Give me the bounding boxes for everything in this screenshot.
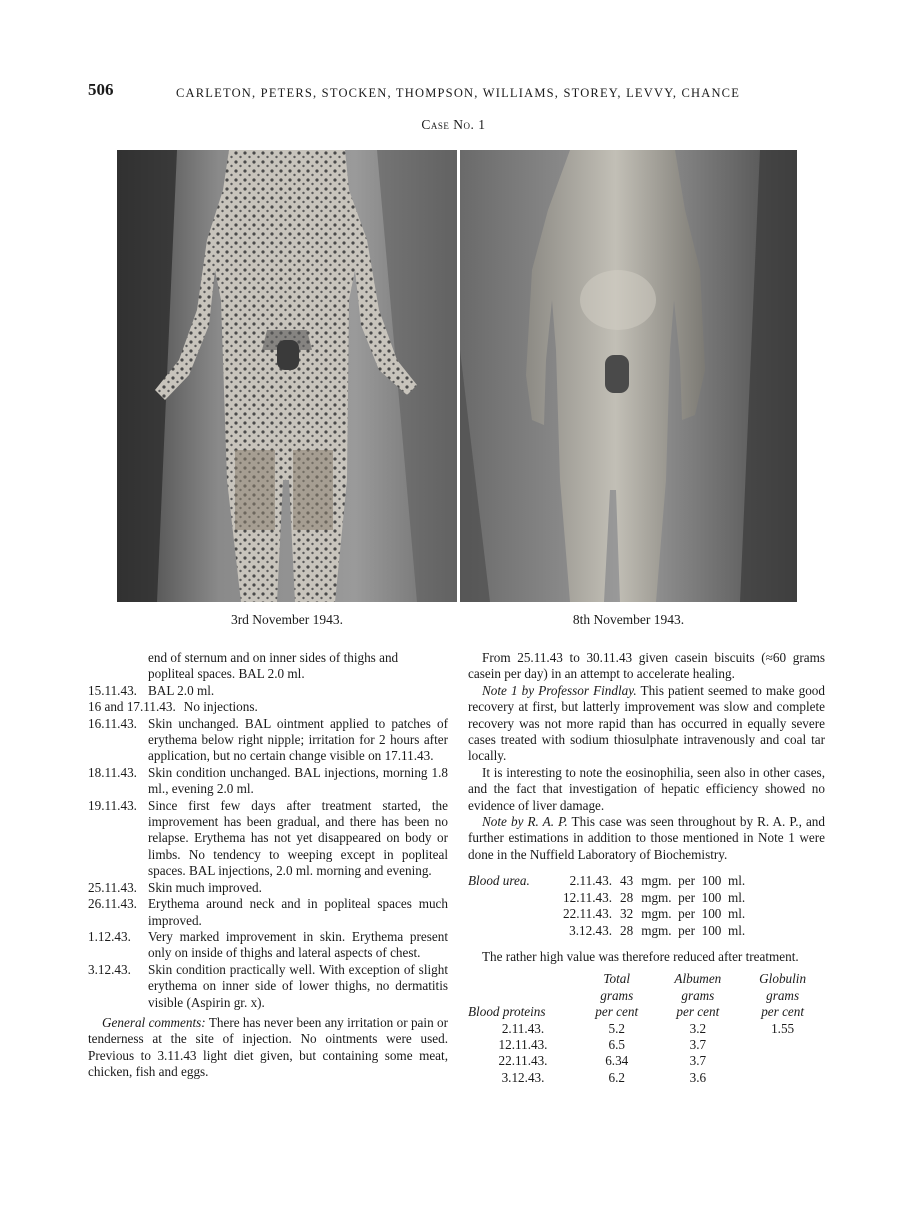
entry-date: 26.11.43. xyxy=(88,896,137,912)
intro-line-2: popliteal spaces. BAL 2.0 ml. xyxy=(148,666,305,682)
header-total-unit: grams xyxy=(600,987,634,1003)
urea-value: 28 xyxy=(620,922,634,938)
log-entry xyxy=(88,699,448,715)
entry-text: No injections. xyxy=(183,699,258,715)
urea-date: 2.11.43. xyxy=(569,873,612,889)
general-comments-text: There has never been any irritation or pain or tenderness at the site of injection. No ointments were used. Previous to 3.11.43 light diet given, but containing some meat, chicken, fish and eggs. xyxy=(88,1014,448,1080)
urea-date: 22.11.43. xyxy=(563,906,612,922)
table-header-row xyxy=(468,988,825,1004)
entry-text: Skin unchanged. BAL ointment applied to patches of erythema below right nipple; irritation for 2 hours after application, but no certain change visible on 17.11.43. xyxy=(148,715,448,764)
blood-urea-label: Blood urea. xyxy=(468,873,530,889)
left-text-column xyxy=(88,650,448,1081)
protein-date: 2.11.43. xyxy=(501,1020,545,1036)
urea-unit: mgm. per 100 ml. xyxy=(641,889,746,905)
right-text-column xyxy=(468,650,825,1086)
urea-value: 43 xyxy=(620,873,634,889)
protein-total: 6.5 xyxy=(608,1036,625,1052)
entry-date: 1.12.43. xyxy=(88,928,131,944)
table-header-row xyxy=(468,971,825,987)
entry-text: Skin condition unchanged. BAL injections, morning 1.8 ml., evening 2.0 ml. xyxy=(148,764,448,797)
protein-albumen: 3.6 xyxy=(689,1069,707,1085)
protein-date: 12.11.43. xyxy=(498,1036,548,1052)
note-rap-paragraph xyxy=(468,814,825,863)
table-row xyxy=(468,1037,825,1053)
note1-text: This patient seemed to make good recovery at first, but latterly improvement was slow and complete recovery was not more rapid than has occurred in equally severe cases treated with sodium thiosulphate intravenously and coal tar locally. xyxy=(468,682,825,764)
running-header-authors: CARLETON, PETERS, STOCKEN, THOMPSON, WILLIAMS, STOREY, LEVVY, CHANCE xyxy=(176,86,741,100)
log-entry xyxy=(88,765,448,798)
protein-date: 22.11.43. xyxy=(498,1053,548,1069)
header-globulin-pct: per cent xyxy=(761,1004,805,1020)
protein-globulin: 1.55 xyxy=(771,1020,795,1036)
urea-conclusion-paragraph: The rather high value was therefore reduced after treatment. xyxy=(482,948,799,964)
header-globulin-unit: grams xyxy=(766,987,800,1003)
entry-date: 16 and 17.11.43. xyxy=(88,699,176,715)
entry-text: BAL 2.0 ml. xyxy=(148,682,215,698)
casein-paragraph: From 25.11.43 to 30.11.43 given casein biscuits (≈60 grams casein per day) in an attempt to accelerate healing. xyxy=(468,650,825,682)
protein-albumen: 3.7 xyxy=(689,1053,707,1069)
log-entry xyxy=(88,716,448,765)
general-comments-paragraph xyxy=(88,1015,448,1081)
entry-date: 15.11.43. xyxy=(88,682,137,698)
note-rap-label: Note by R. A. P. xyxy=(482,814,568,830)
eosinophilia-paragraph: It is interesting to note the eosinophilia, seen also in other cases, and the fact that investigation of hepatic efficiency showed no evidence of liver damage. xyxy=(468,764,825,813)
urea-date: 12.11.43. xyxy=(563,889,612,905)
protein-globulin xyxy=(740,1070,825,1086)
protein-date: 3.12.43. xyxy=(501,1069,545,1085)
table-row xyxy=(468,1070,825,1086)
table-row xyxy=(468,906,749,922)
page-number: 506 xyxy=(88,80,114,99)
protein-total: 5.2 xyxy=(608,1020,625,1036)
blood-urea-table xyxy=(468,873,749,939)
note1-label: Note 1 by Professor Findlay. xyxy=(482,682,637,698)
urea-unit: mgm. per 100 ml. xyxy=(641,906,746,922)
protein-albumen: 3.2 xyxy=(689,1020,707,1036)
log-entry xyxy=(88,683,448,699)
table-row xyxy=(468,890,749,906)
protein-total: 6.34 xyxy=(605,1053,629,1069)
photo-8th-november xyxy=(460,150,797,602)
urea-date: 3.12.43. xyxy=(569,922,612,938)
table-header-row xyxy=(468,1004,825,1020)
protein-globulin xyxy=(740,1037,825,1053)
log-entry xyxy=(88,896,448,929)
entry-date: 19.11.43. xyxy=(88,797,137,813)
header-total-pct: per cent xyxy=(595,1004,639,1020)
note1-paragraph xyxy=(468,683,825,765)
general-comments-label: General comments: xyxy=(102,1014,206,1030)
intro-line-1: end of sternum and on inner sides of thighs and xyxy=(148,650,399,665)
header-globulin: Globulin xyxy=(759,971,807,987)
entry-text: Very marked improvement in skin. Erythema present only on inside of thighs and lateral aspects of chest. xyxy=(148,928,448,961)
entry-text: Skin condition practically well. With exception of slight erythema on inner side of lower thighs, no dermatitis visible (Aspirin gr. x). xyxy=(148,961,448,1010)
log-entry xyxy=(88,798,448,880)
urea-value: 32 xyxy=(620,906,634,922)
log-entry xyxy=(88,929,448,962)
table-row xyxy=(468,873,749,889)
table-row xyxy=(468,1053,825,1069)
table-row xyxy=(468,1021,825,1037)
entry-date: 25.11.43. xyxy=(88,879,137,895)
photo-figure-after-treatment xyxy=(460,150,797,602)
blood-proteins-label: Blood proteins xyxy=(468,1004,546,1020)
urea-value: 28 xyxy=(620,889,634,905)
header-total: Total xyxy=(603,971,631,987)
blood-proteins-table xyxy=(468,971,825,1086)
entry-date: 3.12.43. xyxy=(88,961,131,977)
urea-unit: mgm. per 100 ml. xyxy=(641,922,746,938)
header-albumen: Albumen xyxy=(674,971,722,987)
photo-figure-before-treatment xyxy=(117,150,457,602)
note-rap-text: This case was seen throughout by R. A. P., and further estimations in addition to those mentioned in Note 1 were done in the Nuffield Laboratory of Biochemistry. xyxy=(468,814,825,862)
header-albumen-pct: per cent xyxy=(676,1004,720,1020)
table-row xyxy=(468,923,749,939)
photo-3rd-november xyxy=(117,150,457,602)
entry-text: Since first few days after treatment started, the improvement has been gradual, and there has been no relapse. Erythema has not yet disappeared on body or limbs. No tendency to weeping except in popliteal spaces. BAL injections, 2.0 ml. morning and evening. xyxy=(148,797,448,879)
log-entry xyxy=(88,962,448,1011)
figure-caption-right: 8th November 1943. xyxy=(572,612,685,627)
log-entry xyxy=(88,880,448,896)
protein-total: 6.2 xyxy=(608,1069,625,1085)
protein-albumen: 3.7 xyxy=(689,1036,707,1052)
entry-date: 16.11.43. xyxy=(88,715,137,731)
figure-caption-left: 3rd November 1943. xyxy=(230,612,344,627)
protein-globulin xyxy=(740,1053,825,1069)
case-title: Case No. 1 xyxy=(421,117,486,132)
entry-text: Erythema around neck and in popliteal spaces much improved. xyxy=(148,896,448,928)
entry-date: 18.11.43. xyxy=(88,764,137,780)
entry-text: Skin much improved. xyxy=(148,879,262,895)
urea-unit: mgm. per 100 ml. xyxy=(641,873,746,889)
header-albumen-unit: grams xyxy=(681,987,715,1003)
